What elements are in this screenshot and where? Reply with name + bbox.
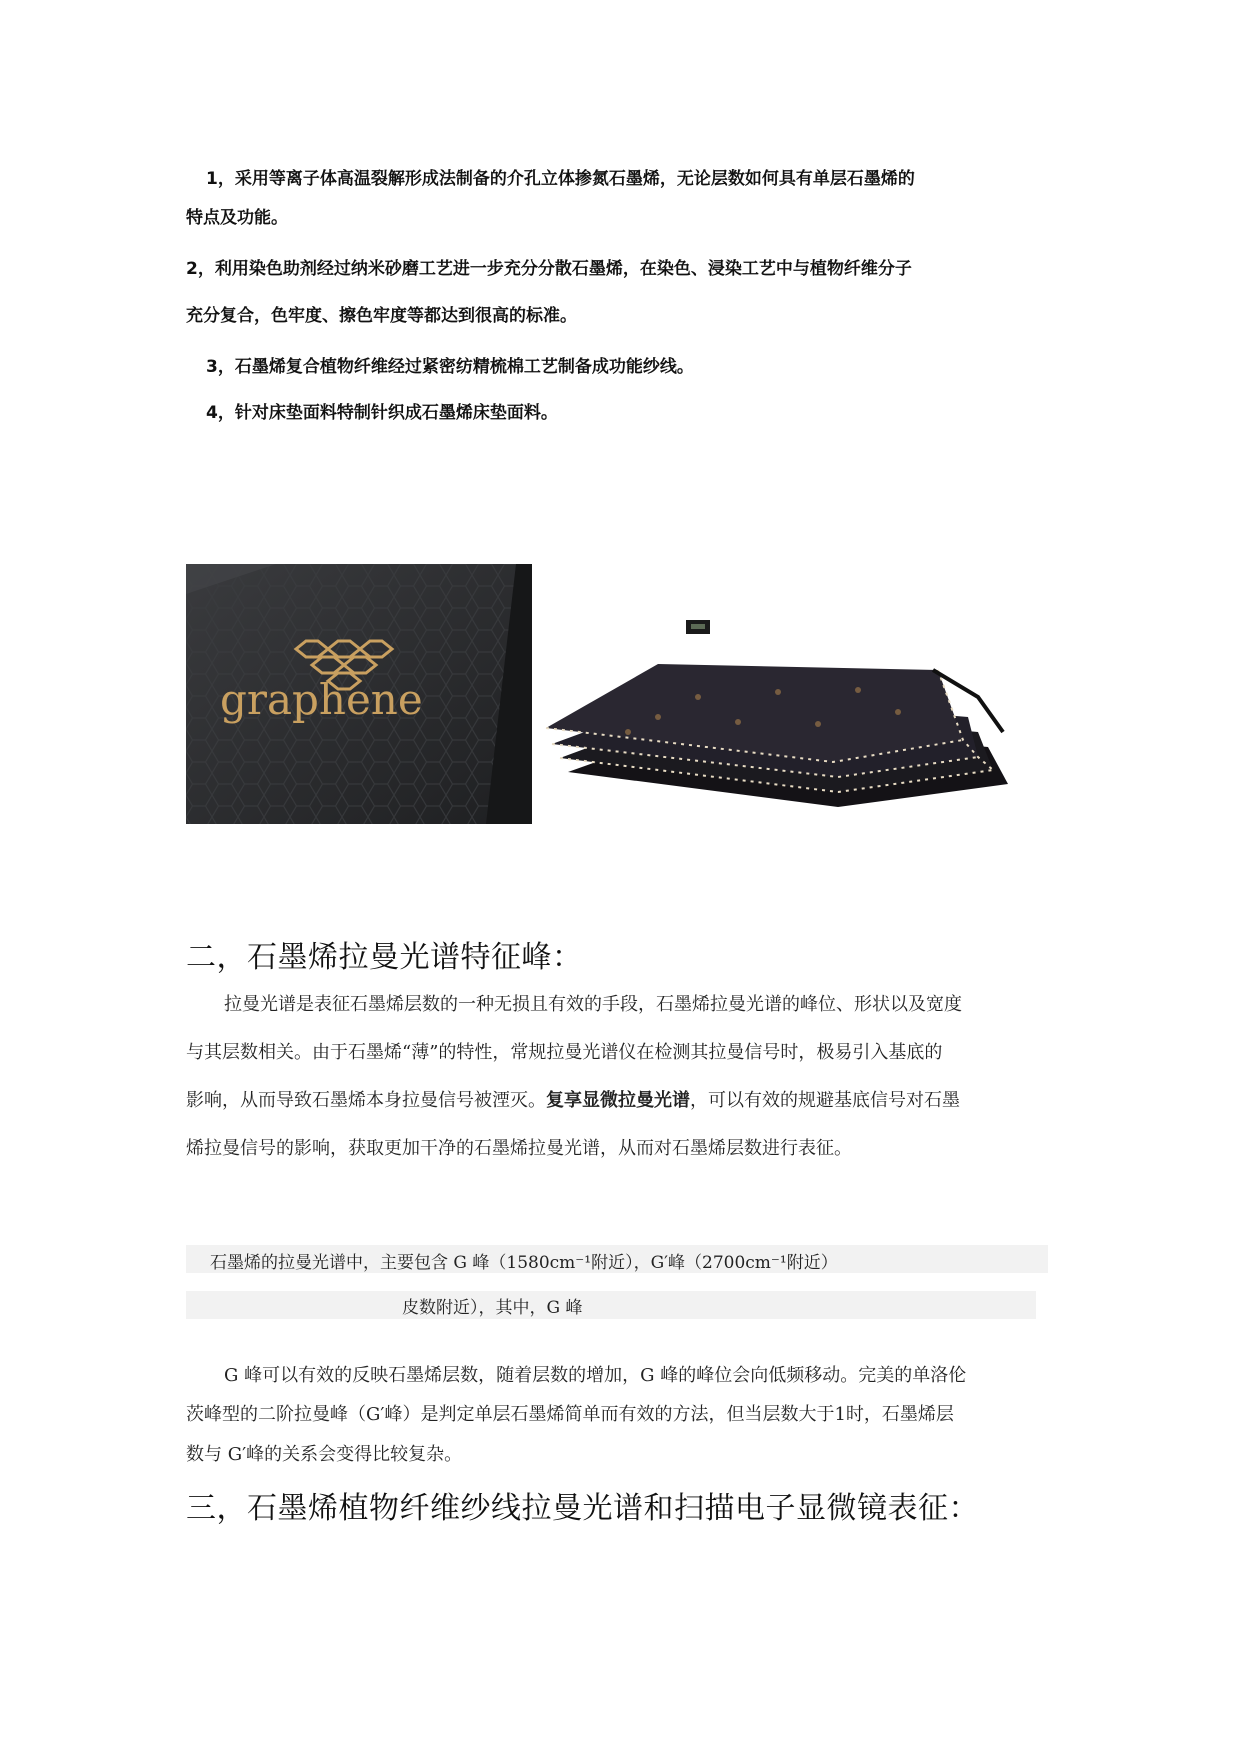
para1-line-1: 拉曼光谱是表征石墨烯层数的一种无损且有效的手段，石墨烯拉曼光谱的峰位、形状以及宽度 bbox=[224, 994, 962, 1015]
para1-line-3 bbox=[186, 1086, 960, 1112]
list-item-4: 4，针对床垫面料特制针织成石墨烯床垫面料。 bbox=[206, 403, 558, 423]
fabric-stack-illustration bbox=[538, 612, 1036, 830]
list-item-1-line-1: 1，采用等离子体高温裂解形成法制备的介孔立体掺氮石墨烯，无论层数如何具有单层石墨烯的 bbox=[206, 169, 915, 189]
para2-line-3: 数与 G′峰的关系会变得比较复杂。 bbox=[186, 1444, 463, 1465]
graphene-logo-fabric-photo bbox=[186, 564, 532, 824]
para2-line-1: G 峰可以有效的反映石墨烯层数，随着层数的增加，G 峰的峰位会向低频移动。完美的单洛伦 bbox=[224, 1365, 967, 1386]
para1-line-3-text: 影响，从而导致石墨烯本身拉曼信号被湮灭。 bbox=[186, 1090, 546, 1111]
para1-line-3-tail: ，可以有效的规避基底信号对石墨 bbox=[690, 1090, 960, 1111]
quote-strip-2-text: 皮数附近），其中，G 峰 bbox=[402, 1298, 583, 1318]
stacked-fabric-samples-photo bbox=[538, 612, 1036, 830]
quote-strip-1-text: 石墨烯的拉曼光谱中，主要包含 G 峰（1580cm⁻¹附近），G′峰（2700cm⁻¹附近） bbox=[210, 1253, 838, 1273]
section-2-heading: 二，石墨烯拉曼光谱特征峰： bbox=[186, 940, 583, 975]
list-item-3: 3，石墨烯复合植物纤维经过紧密纺精梳棉工艺制备成功能纱线。 bbox=[206, 357, 694, 377]
para2-line-2: 茨峰型的二阶拉曼峰（G′峰）是判定单层石墨烯简单而有效的方法，但当层数大于1时，石墨烯层 bbox=[186, 1404, 954, 1425]
section-3-heading: 三，石墨烯植物纤维纱线拉曼光谱和扫描电子显微镜表征： bbox=[186, 1491, 979, 1526]
highlight-product-name: 复享显微拉曼光谱 bbox=[546, 1090, 690, 1111]
para1-line-2: 与其层数相关。由于石墨烯“薄”的特性，常规拉曼光谱仪在检测其拉曼信号时，极易引入基底的 bbox=[186, 1042, 943, 1063]
list-item-1-line-2: 特点及功能。 bbox=[186, 208, 288, 228]
list-item-2-line-2: 充分复合，色牢度、擦色牢度等都达到很高的标准。 bbox=[186, 306, 577, 326]
list-item-2-line-1: 2，利用染色助剂经过纳米砂磨工艺进一步充分分散石墨烯，在染色、浸染工艺中与植物纤维分子 bbox=[186, 259, 912, 279]
quote-strip-2 bbox=[186, 1291, 1036, 1319]
logo-wordmark: graphene bbox=[220, 675, 423, 724]
para1-line-4: 烯拉曼信号的影响，获取更加干净的石墨烯拉曼光谱，从而对石墨烯层数进行表征。 bbox=[186, 1138, 852, 1159]
graphene-fabric-illustration bbox=[186, 564, 532, 824]
